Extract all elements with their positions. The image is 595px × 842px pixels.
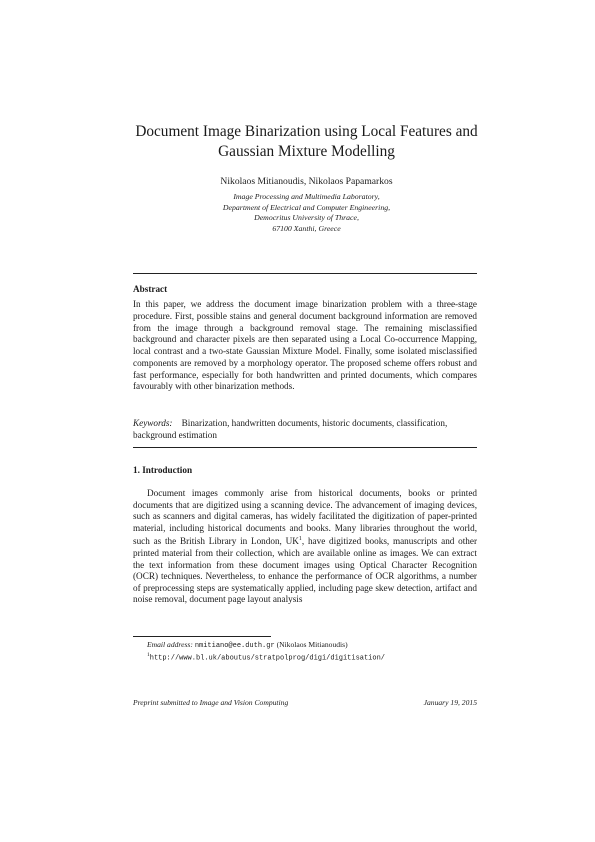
abstract-top-rule: [133, 273, 477, 274]
affiliation-line-2: Department of Electrical and Computer Engineering,: [222, 202, 391, 212]
abstract-bottom-rule: [133, 447, 477, 448]
email-owner: (Nikolaos Mitianoudis): [276, 640, 348, 649]
intro-text-part-2: , have digitized books, manuscripts and other printed material from their collection, which are available online as images. We can extract the text information from these document images using Optical Character Recognition (OCR) techniques. Nevertheless, to enhance the performance of OCR algorithms, a number of preprocessing steps are systematically applied, including page skew detection, artifact and noise removal, document page layout analysis: [133, 536, 478, 605]
footer-date: January 19, 2015: [423, 698, 477, 707]
keywords: [133, 418, 477, 441]
introduction-paragraph: [133, 488, 477, 606]
footnote-marker: 1: [298, 536, 302, 543]
section-heading-introduction: 1. Introduction: [133, 465, 193, 475]
title-line-2: Gaussian Mixture Modelling: [218, 143, 395, 160]
affiliation-line-4: 67100 Xanthi, Greece: [272, 223, 341, 233]
affiliation-line-1: Image Processing and Multimedia Laboratory,: [233, 192, 380, 201]
keywords-text: Binarization, handwritten documents, historic documents, classification, background estimation: [133, 418, 448, 440]
intro-text-part-1: Document images commonly arise from historical documents, books or printed documents that are digitized using a scanning device. The advancement of imaging devices, such as scanners and digital cameras, has widely facilitated the digitization of paper-printed material, including historical documents and books. Many libraries throughout the world, such as the British Library in London, UK: [133, 488, 477, 547]
footnote-email: [147, 640, 348, 650]
abstract-heading: Abstract: [133, 284, 168, 294]
affiliation: [100, 192, 513, 234]
title-line-1: Document Image Binarization using Local Features and: [135, 123, 478, 140]
paper-title: [100, 122, 513, 162]
email-label: Email address:: [147, 640, 193, 649]
authors: Nikolaos Mitianoudis, Nikolaos Papamarkos: [220, 176, 393, 187]
keywords-label: Keywords:: [133, 418, 173, 428]
abstract-text: In this paper, we address the document image binarization problem with a three-stage procedure. First, possible stains and general document background information are removed from the image through a background removal stage. The remaining misclassified background and character pixels are then separated using a Local Co-occurrence Mapping, local contrast and a two-state Gaussian Mixture Model. Finally, some isolated misclassified components are removed by a morphology operator. The proposed scheme offers robust and fast performance, especially for both handwritten and printed documents, which compares favourably with other binarization methods.: [133, 299, 477, 392]
affiliation-line-3: Democritus University of Thrace,: [254, 213, 359, 223]
footnote-url: [147, 652, 385, 662]
footnote-rule: [133, 636, 271, 637]
footer-journal: Preprint submitted to Image and Vision Computing: [133, 698, 289, 707]
footnote-number: 1: [147, 652, 150, 658]
footnote-link[interactable]: http://www.bl.uk/aboutus/stratpolprog/digi/digitisation/: [149, 654, 385, 663]
email-address[interactable]: nmitiano@ee.duth.gr: [194, 642, 275, 650]
